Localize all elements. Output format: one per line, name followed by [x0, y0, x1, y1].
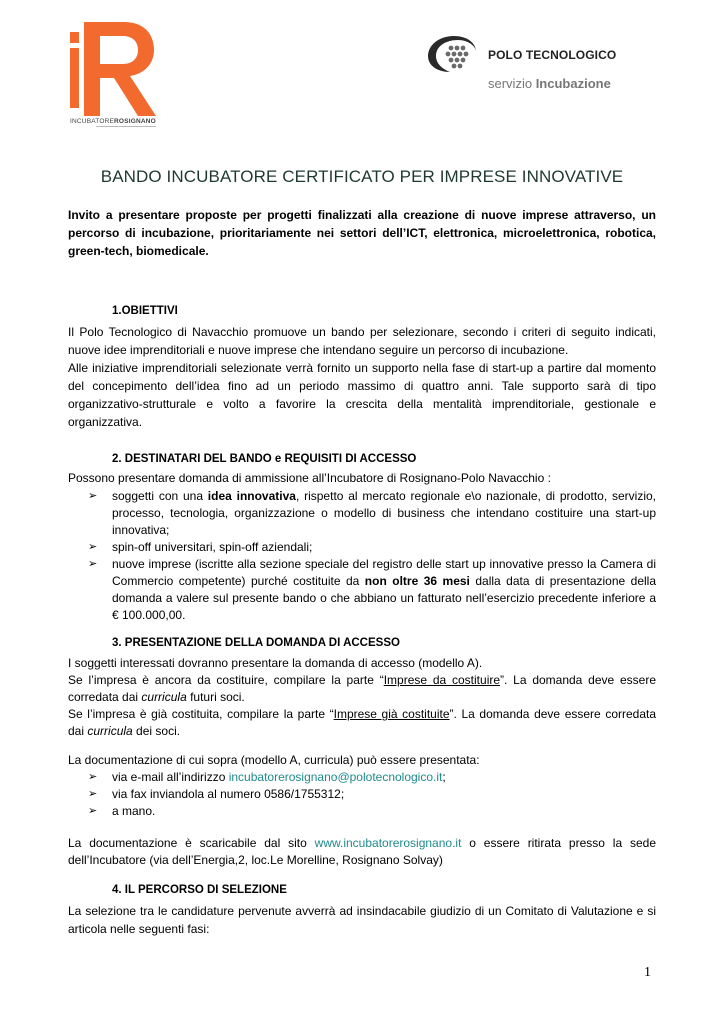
- list-item: ➢ nuove imprese (iscritte alla sezione speciale del registro delle start up innovative presso la Camera di Commercio competente) purché costituite da non oltre 36 mesi dalla data di presentazione della domanda a valere sul presente bando o che abbiano un fatturato nell’esercizio precedente inferiore a € 100.000,00.: [88, 557, 656, 622]
- left-logo-subline: [96, 126, 156, 127]
- section4-paragraph-1: La selezione tra le candidature pervenute avverrà ad insindacabile giudizio di un Comitato di Valutazione e si articola nelle seguenti fasi:: [68, 904, 656, 936]
- arrow-bullet-icon: ➢: [88, 558, 98, 570]
- polo-tecnologico-logo: [424, 32, 484, 74]
- arrow-bullet-icon: ➢: [88, 771, 98, 783]
- page-number: 1: [644, 965, 651, 980]
- arrow-bullet-icon: ➢: [88, 541, 98, 553]
- intro-paragraph: Invito a presentare proposte per progetti finalizzati alla creazione di nuove imprese attraverso, un percorso di incubazione, prioritariamente nei settori dell’ICT, elettronica, microelettronica, robotica, green-tech, biomedicale.: [68, 208, 656, 258]
- list-item: ➢ spin-off universitari, spin-off aziendali;: [88, 540, 313, 554]
- arrow-bullet-icon: ➢: [88, 805, 98, 817]
- left-logo-caption: INCUBATOREROSIGNANO: [70, 118, 156, 125]
- list-item: ➢ soggetti con una idea innovativa, rispetto al mercato regionale e\o nazionale, di prodotto, servizio, processo, tecnologia, organizzazione o modello di business che intendano costituire una start-up innovativa;: [88, 489, 657, 537]
- right-logo-name: POLO TECNOLOGICO: [488, 48, 617, 62]
- section3-paragraph-5: La documentazione è scaricabile dal sito www.incubatorerosignano.it o essere ritirata presso la sede dell’Incubatore (via dell’Energia,2, loc.Le Morelline, Rosignano Solvay): [68, 836, 657, 867]
- right-logo-service: servizio Incubazione: [488, 76, 611, 91]
- section3-paragraph-3: Se l’impresa è già costituita, compilare la parte “Imprese già costituite”. La domanda deve essere corredata dai curricula dei soci.: [68, 707, 657, 738]
- section3-paragraph-2: Se l’impresa è ancora da costituire, compilare la parte “Imprese da costituire”. La domanda deve essere corredata dai curricula futuri soci.: [68, 673, 657, 704]
- arrow-bullet-icon: ➢: [88, 788, 98, 800]
- list-item: ➢ via e-mail all’indirizzo incubatorerosignano@polotecnologico.it;: [88, 770, 446, 784]
- email-link[interactable]: incubatorerosignano@polotecnologico.it: [228, 770, 443, 784]
- section3-paragraph-1: I soggetti interessati dovranno presentare la domanda di accesso (modello A).: [68, 656, 483, 670]
- arrow-bullet-icon: ➢: [88, 490, 98, 502]
- section1-paragraph-1: Il Polo Tecnologico di Navacchio promuove un bando per selezionare, secondo i criteri di seguito indicati, nuove idee imprenditoriali e nuove imprese che intendano seguire un percorso di incubazione.: [68, 325, 656, 357]
- website-link[interactable]: www.incubatorerosignano.it: [314, 836, 462, 850]
- section3-heading: 3. PRESENTAZIONE DELLA DOMANDA DI ACCESSO: [112, 637, 400, 649]
- section3-paragraph-4: La documentazione di cui sopra (modello A, curricula) può essere presentata:: [68, 753, 480, 767]
- section2-heading: 2. DESTINATARI DEL BANDO e REQUISITI DI ACCESSO: [112, 453, 417, 465]
- section2-lead: Possono presentare domanda di ammissione all’Incubatore di Rosignano-Polo Navacchio :: [68, 471, 551, 485]
- list-item: ➢ a mano.: [88, 804, 156, 818]
- list-item: ➢ via fax inviandola al numero 0586/1755312;: [88, 787, 345, 801]
- section1-heading: 1.OBIETTIVI: [112, 305, 178, 317]
- section1-paragraph-2: Alle iniziative imprenditoriali selezionate verrà fornito un supporto nella fase di start-up a partire dal momento del concepimento dell’idea fino ad un periodo massimo di quattro anni. Tale supporto sarà di tipo organizzativo-strutturale e volto a favorire la crescita della mentalità imprenditoriale, gestionale e organizzativa.: [68, 361, 656, 429]
- incubatore-rosignano-logo: [68, 20, 168, 130]
- section4-heading: 4. IL PERCORSO DI SELEZIONE: [112, 884, 287, 896]
- document-title: BANDO INCUBATORE CERTIFICATO PER IMPRESE INNOVATIVE: [100, 167, 624, 186]
